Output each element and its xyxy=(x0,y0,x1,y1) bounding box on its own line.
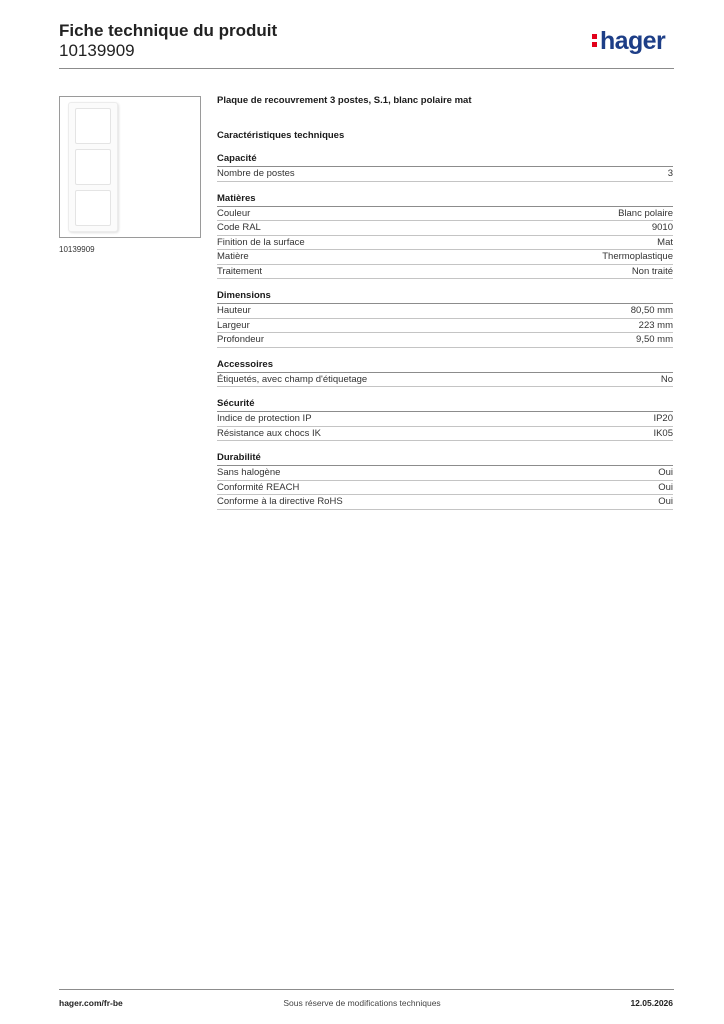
cover-plate-3-gang-icon xyxy=(68,102,118,232)
footer-date: 12.05.2026 xyxy=(630,998,673,1008)
product-code: 10139909 xyxy=(59,41,135,60)
spec-row xyxy=(217,373,673,388)
spec-label: Largeur xyxy=(217,319,250,331)
logo-text: hager xyxy=(600,27,666,55)
product-title: Plaque de recouvrement 3 postes, S.1, blanc polaire mat xyxy=(217,95,472,106)
spec-value: Blanc polaire xyxy=(618,207,673,219)
spec-label: Couleur xyxy=(217,207,251,219)
spec-group xyxy=(217,452,673,510)
spec-row xyxy=(217,495,673,510)
spec-value: Oui xyxy=(658,467,673,478)
spec-label: Conforme à la directive RoHS xyxy=(217,496,343,507)
spec-groups xyxy=(217,153,673,510)
spec-value: Mat xyxy=(657,236,673,248)
spec-content xyxy=(217,94,673,510)
spec-row xyxy=(217,250,673,265)
spec-value: 3 xyxy=(667,168,673,179)
spec-group xyxy=(217,398,673,441)
spec-label: Résistance aux chocs IK xyxy=(217,427,322,439)
spec-row xyxy=(217,333,673,348)
spec-group-title: Dimensions xyxy=(217,290,673,304)
spec-row xyxy=(217,304,673,319)
spec-label: Matière xyxy=(217,251,249,262)
spec-value: IK05 xyxy=(653,427,673,439)
image-caption: 10139909 xyxy=(59,245,95,254)
spec-group-title: Durabilité xyxy=(217,452,673,466)
spec-row xyxy=(217,319,673,334)
spec-value: No xyxy=(660,373,673,385)
spec-row xyxy=(217,221,673,236)
spec-value: Thermoplastique xyxy=(602,251,673,262)
spec-group-title: Matières xyxy=(217,193,673,207)
spec-label: Traitement xyxy=(217,265,263,277)
spec-value: IP20 xyxy=(653,413,673,424)
spec-row xyxy=(217,167,673,182)
spec-row xyxy=(217,236,673,251)
spec-label: Conformité REACH xyxy=(217,481,300,493)
plate-slot-2 xyxy=(75,149,111,185)
spec-row xyxy=(217,412,673,427)
spec-label: Profondeur xyxy=(217,334,265,345)
spec-label: Code RAL xyxy=(217,222,261,233)
logo-dots-icon xyxy=(592,32,597,48)
product-image xyxy=(59,96,201,238)
spec-value: Oui xyxy=(658,481,673,493)
spec-label: Nombre de postes xyxy=(217,168,295,179)
spec-label: Sans halogène xyxy=(217,467,281,478)
spec-value: 9,50 mm xyxy=(636,334,673,345)
footer-website: hager.com/fr-be xyxy=(59,998,123,1008)
page-title: Fiche technique du produit xyxy=(59,21,278,40)
spec-value: Oui xyxy=(658,496,673,507)
hager-logo xyxy=(592,26,674,56)
footer-note: Sous réserve de modifications techniques xyxy=(283,998,441,1008)
section-heading: Caractéristiques techniques xyxy=(217,130,345,141)
spec-group-title: Sécurité xyxy=(217,398,673,412)
spec-group xyxy=(217,359,673,388)
spec-group xyxy=(217,153,673,182)
plate-slot-3 xyxy=(75,190,111,226)
footer-divider xyxy=(59,989,674,990)
spec-label: Finition de la surface xyxy=(217,236,305,248)
spec-label: Hauteur xyxy=(217,305,251,316)
spec-value: 80,50 mm xyxy=(630,305,673,316)
spec-row xyxy=(217,427,673,442)
spec-group-title: Capacité xyxy=(217,153,673,167)
spec-row xyxy=(217,265,673,280)
spec-value: 9010 xyxy=(651,222,673,233)
spec-row xyxy=(217,207,673,222)
spec-group xyxy=(217,290,673,348)
spec-value: Non traité xyxy=(631,265,673,277)
spec-row xyxy=(217,481,673,496)
spec-value: 223 mm xyxy=(638,319,673,331)
plate-slot-1 xyxy=(75,108,111,144)
header-divider xyxy=(59,68,674,69)
spec-label: Indice de protection IP xyxy=(217,413,312,424)
spec-group xyxy=(217,193,673,280)
spec-group-title: Accessoires xyxy=(217,359,673,373)
spec-row xyxy=(217,466,673,481)
spec-label: Étiquetés, avec champ d'étiquetage xyxy=(217,373,368,385)
